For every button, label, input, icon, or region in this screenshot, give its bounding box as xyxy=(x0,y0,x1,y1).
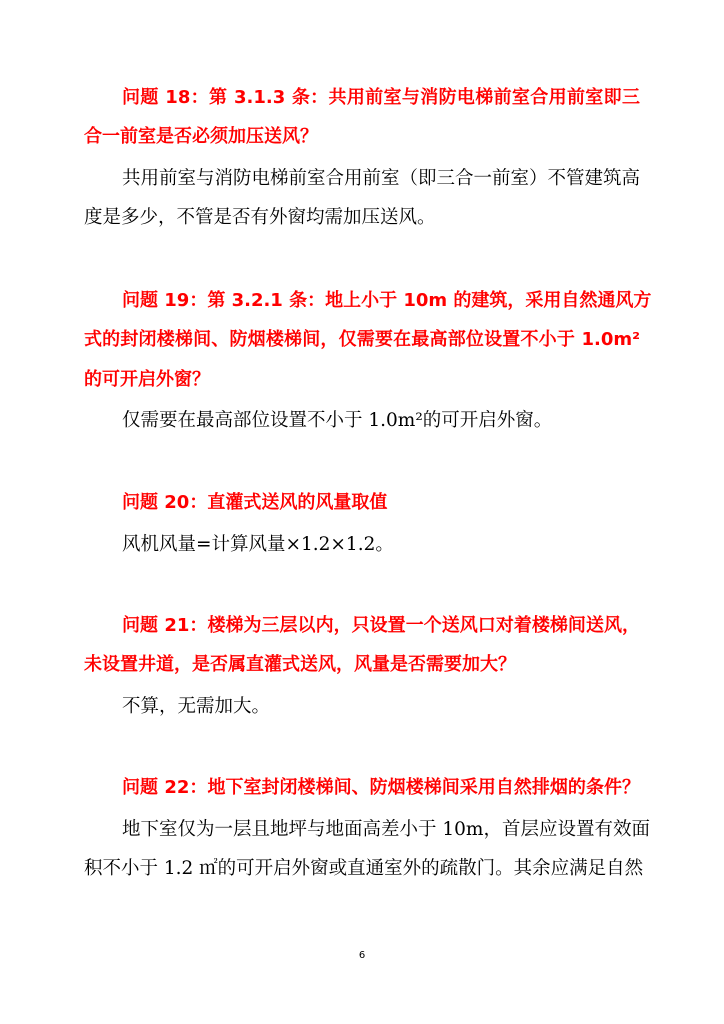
answer-19-line-1: 仅需要在最高部位设置不小于 1.0m²的可开启外窗。 xyxy=(122,410,553,431)
question-18-line-2: 合一前室是否必须加压送风？ xyxy=(84,126,318,147)
answer-20-line-1: 风机风量=计算风量×1.2×1.2。 xyxy=(122,534,394,555)
question-21-line-2: 未设置井道，是否属直灌式送风，风量是否需要加大？ xyxy=(84,654,516,675)
answer-18-line-2: 度是多少，不管是否有外窗均需加压送风。 xyxy=(84,207,436,228)
question-22-line-1: 问题 22：地下室封闭楼梯间、防烟楼梯间采用自然排烟的条件？ xyxy=(122,777,641,798)
answer-22-line-1: 地下室仅为一层且地坪与地面高差小于 10m，首层应设置有效面 xyxy=(122,819,650,840)
answer-21-line-1: 不算，无需加大。 xyxy=(122,696,271,717)
question-20-line-1: 问题 20：直灌式送风的风量取值 xyxy=(122,492,388,513)
page-number: 6 xyxy=(358,950,366,961)
question-19-line-3: 的可开启外窗？ xyxy=(84,369,210,390)
question-21-line-1: 问题 21：楼梯为三层以内，只设置一个送风口对着楼梯间送风， xyxy=(122,615,641,636)
question-18-line-1: 问题 18：第 3.1.3 条：共用前室与消防电梯前室合用前室即三 xyxy=(122,87,640,108)
answer-18-line-1: 共用前室与消防电梯前室合用前室（即三合一前室）不管建筑高 xyxy=(122,168,641,189)
question-19-line-2: 式的封闭楼梯间、防烟楼梯间，仅需要在最高部位设置不小于 1.0m² xyxy=(84,329,640,350)
answer-22-line-2: 积不小于 1.2 ㎡的可开启外窗或直通室外的疏散门。其余应满足自然 xyxy=(84,858,644,879)
question-19-line-1: 问题 19：第 3.2.1 条：地上小于 10m 的建筑，采用自然通风方 xyxy=(122,290,652,311)
